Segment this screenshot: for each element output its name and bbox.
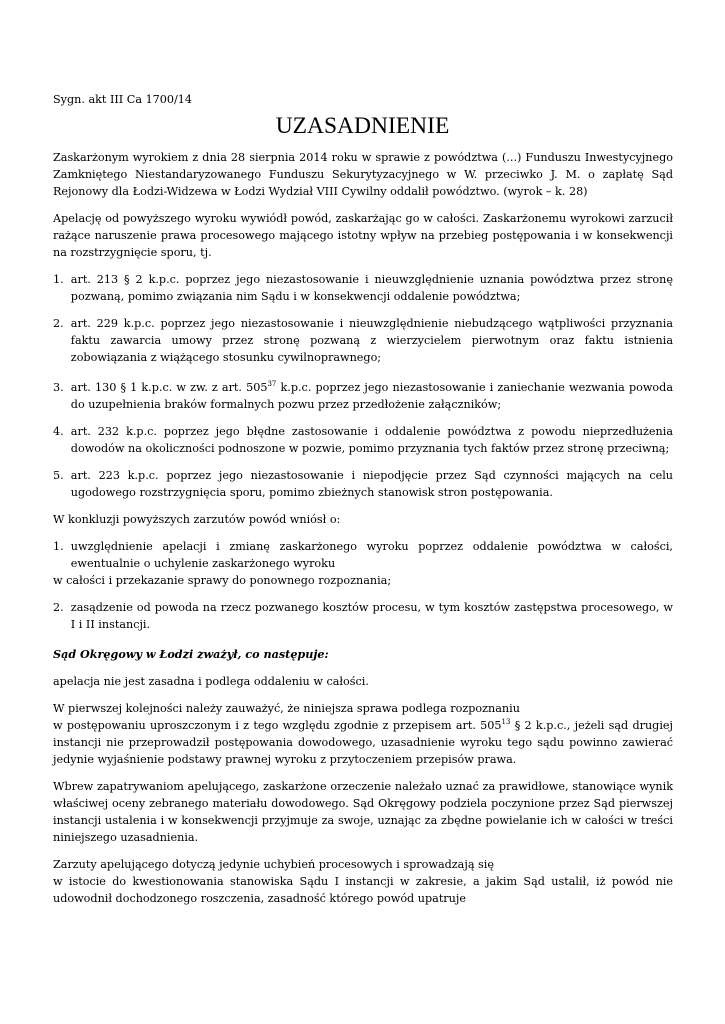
court-heading: Sąd Okręgowy w Łodzi zważył, co następuje: [53,647,329,661]
charge-text-1: art. 213 § 2 k.p.c. poprzez jego niezastosowanie i nieuwzględnienie uznania powództwa przez stronę pozwaną, pomimo związania nim Sądu i w konsekwencji oddalenie powództwa; [70,273,673,303]
request-item-1 [53,538,673,589]
contrary-paragraph: Wbrew zapatrywaniom apelującego, zaskarżone orzeczenie należało uznać za prawidłowe, stanowiące wynik właściwej oceny zebranego materiału dowodowego. Sąd Okręgowy podziela poczynione przez Sąd pierwszej instancji ustalenia i w konsekwencji przyjmuje za swoje, uznając za zbędne powielanie ich w całości w treści niniejszego uzasadnienia. [53,780,673,844]
item-number: 3. [53,381,71,394]
first-paragraph [53,700,673,768]
request-text-1b: w całości i przekazanie sprawy do ponownego rozpoznania; [53,574,392,587]
item-number: 4. [53,425,71,438]
charge-text-3-part-b: k.p.c. poprzez jego niezastosowanie i zaniechanie wezwania powoda do uzupełnienia braków formalnych pozwu przez przedłożenie załączników; [70,381,673,411]
charges-text-a: Zarzuty apelującego dotyczą jedynie uchybień procesowych i sprowadzają się [53,858,494,871]
charges-paragraph [53,856,673,907]
item-number: 2. [53,317,71,330]
document-title: UZASADNIENIE [275,113,450,139]
request-text-2: zasądzenie od powoda na rzecz pozwanego kosztów procesu, w tym kosztów zastępstwa procesowego, w I i II instancji. [70,601,673,631]
item-number: 1. [53,273,71,286]
request-item-1-line [53,538,673,572]
request-text-1a: uwzględnienie apelacji i zmianę zaskarżonego wyroku poprzez oddalenie powództwa w całości, ewentualnie o uchylenie zaskarżonego wyroku [70,540,673,570]
first-text-b-part-2: § 2 k.p.c., jeżeli sąd drugiej instancji nie przeprowadził postępowania dowodowego, uzasadnienie wyroku tego sądu powinno zawierać jedynie wyjaśnienie podstawy prawnej wyroku z przytoczeniem przepisów prawa. [53,719,674,766]
document-body [53,149,673,907]
item-number: 5. [53,469,71,482]
charge-text-5: art. 223 k.p.c. poprzez jego niezastosowanie i niepodjęcie przez Sąd czynności mających na celu ugodowego rozstrzygnięcia sporu, pomimo zbieżnych stanowisk stron postępowania. [70,469,673,499]
charge-item-2 [53,315,673,366]
case-signature: Sygn. akt III Ca 1700/14 [53,93,193,106]
first-text-b-part-1: w postępowaniu uproszczonym i z tego względu zgodnie z przepisem art. 505 [53,719,502,732]
charge-text-3-part-a: art. 130 § 1 k.p.c. w zw. z art. 505 [70,381,268,394]
request-item-2 [53,599,673,633]
intro-paragraph: Zaskarżonym wyrokiem z dnia 28 sierpnia 2014 roku w sprawie z powództwa (...) Funduszu Inwestycyjnego Zamkniętego Niestandaryzowanego Funduszu Sekurytyzacyjnego w W. przeciwko J. M. o zapłatę Sąd Rejonowy dla Łodzi-Widzewa w Łodzi Wydział VIII Cywilny oddalił powództwo. (wyrok – k. 28) [53,151,673,198]
appeal-paragraph: Apelację od powyższego wyroku wywiódł powód, zaskarżając go w całości. Zaskarżonemu wyrokowi zarzucił rażące naruszenie prawa procesowego mającego istotny wpływ na przebieg postępowania i w konsekwencji na rozstrzygnięcie sporu, tj. [53,212,673,259]
charge-text-3 [71,379,673,413]
charges-text-b: w istocie do kwestionowania stanowiska Sądu I instancji w zakresie, a jakim Sąd ustalił, iż powód nie udowodnił dochodzonego roszczenia, zasadność którego powód upatruje [53,875,673,905]
first-text-a: W pierwszej kolejności należy zauważyć, że niniejsza sprawa podlega rozpoznaniu [53,702,520,715]
charge-item-4 [53,423,673,457]
charge-item-5 [53,467,673,501]
charge-text-2: art. 229 k.p.c. poprzez jego niezastosowanie i nieuwzględnienie niebudzącego wątpliwości przyznania faktu zawarcia umowy przez stronę pozwaną z wierzycielem pierwotnym oraz faktu istnienia zobowiązania z wiążącego stosunku cywilnoprawnego; [70,317,673,364]
first-text-b [53,717,673,768]
item-number: 1. [53,540,71,553]
conclusion-paragraph: W konkluzji powyższych zarzutów powód wniósł o: [53,513,341,526]
charge-item-3 [53,379,673,413]
charge-item-1 [53,271,673,305]
verdict-paragraph: apelacja nie jest zasadna i podlega oddaleniu w całości. [53,675,369,688]
superscript: 13 [501,718,511,726]
superscript: 37 [267,380,277,388]
item-number: 2. [53,601,71,614]
charge-text-4: art. 232 k.p.c. poprzez jego błędne zastosowanie i oddalenie powództwa z powodu nieprzedłużenia dowodów na okoliczności podnoszone w pozwie, pomimo przyznania tych faktów przez stronę przeciwną; [70,425,673,455]
